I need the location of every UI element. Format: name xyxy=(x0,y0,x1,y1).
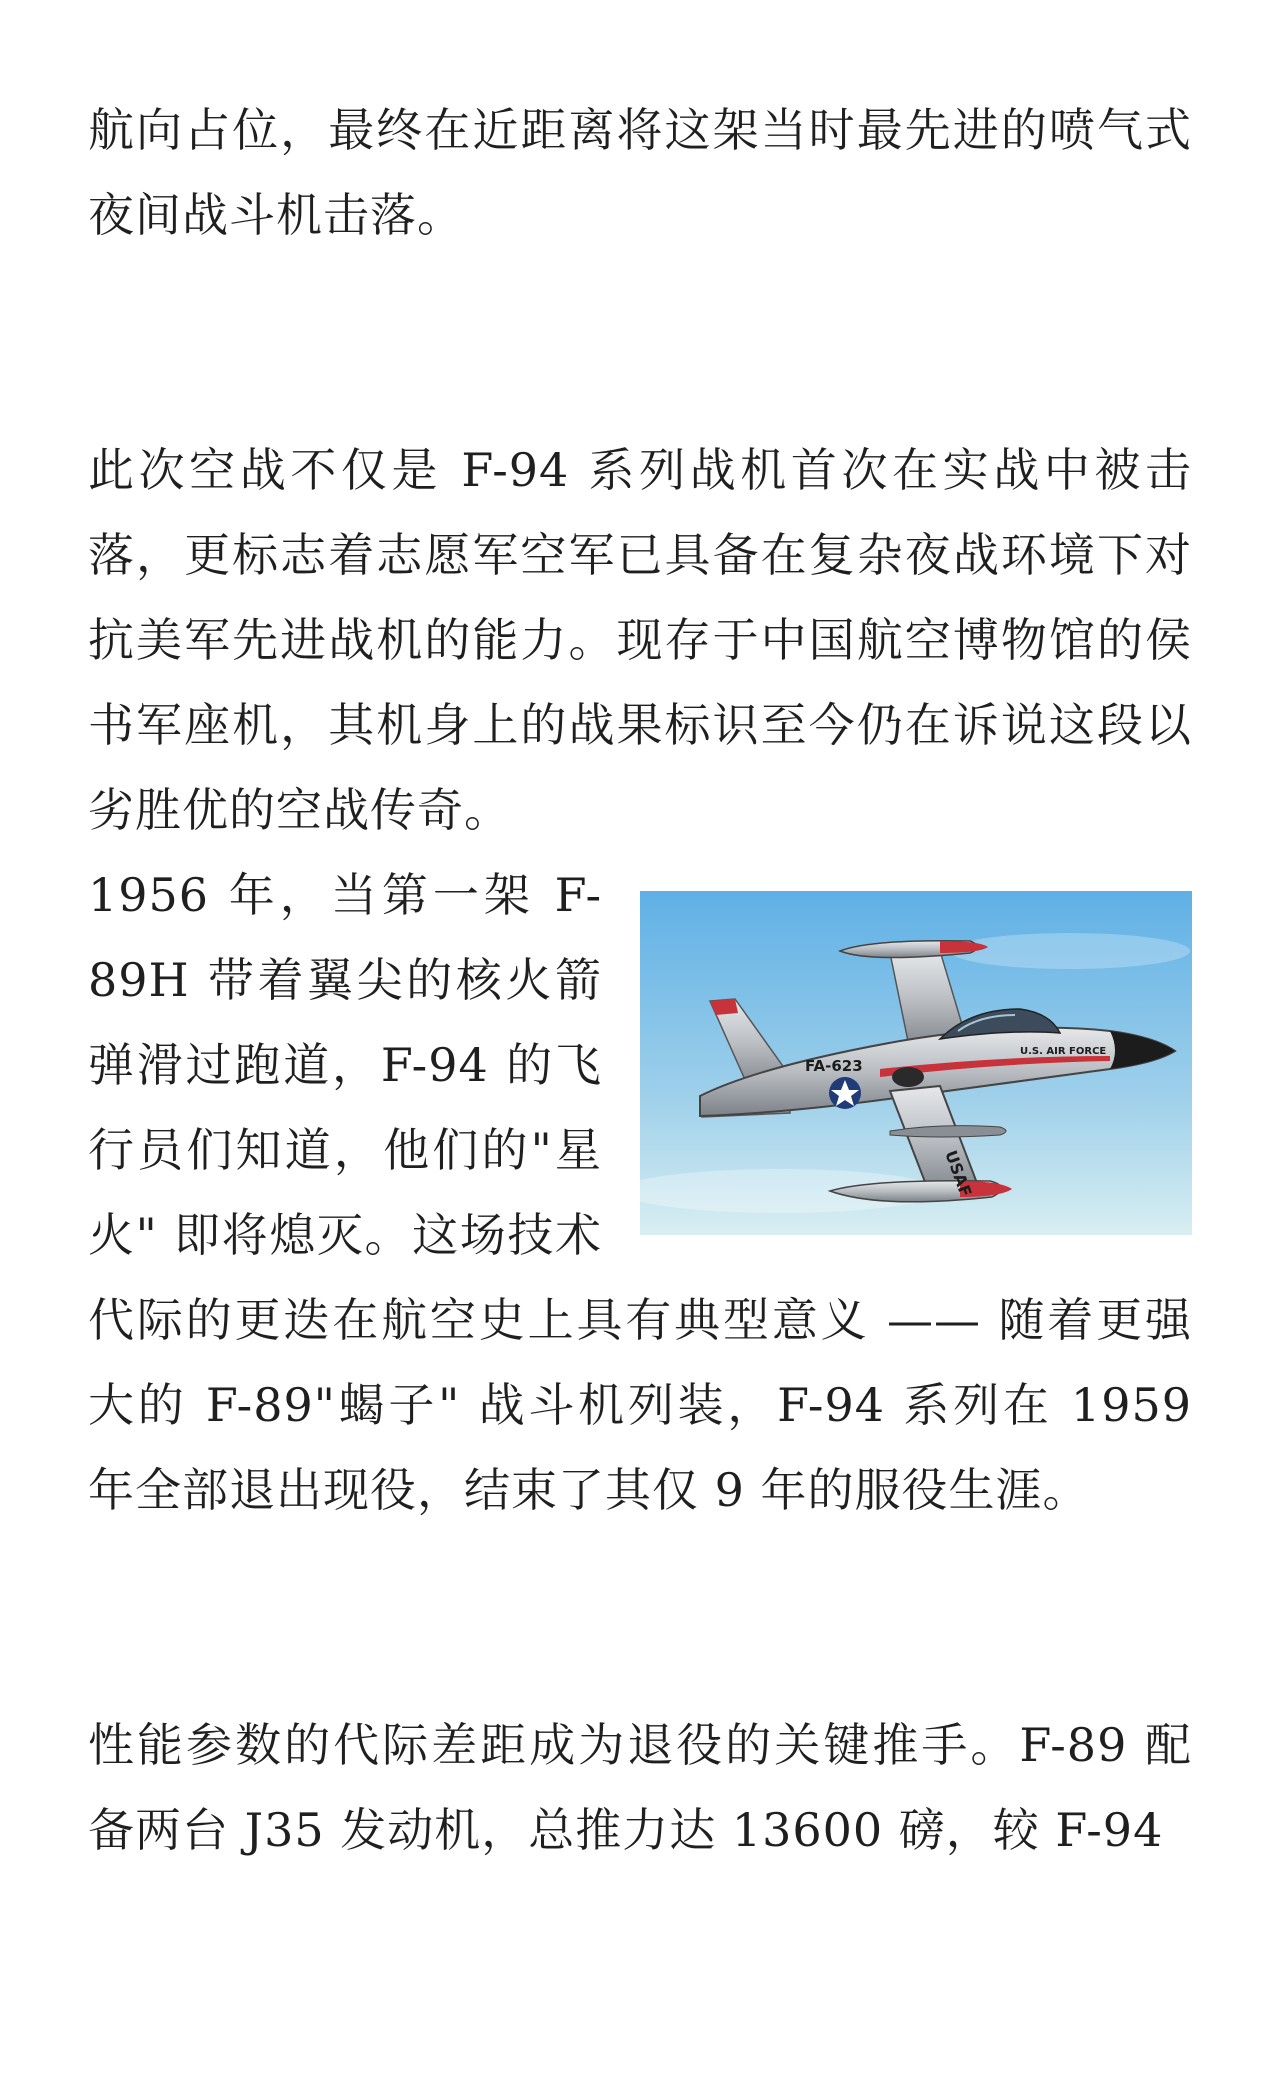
paragraph-2: 此次空战不仅是 F-94 系列战机首次在实战中被击落，更标志着志愿军空军已具备在复杂夜战环境下对抗美军先进战机的能力。现存于中国航空博物馆的侯书军座机，其机身上的战果标识至今仍在诉说这段以劣胜优的空战传奇。 xyxy=(88,443,1192,837)
paragraph-3: 1956 年，当第一架 F-89H 带着翼尖的核火箭弹滑过跑道，F-94 的飞行员们知道，他们的"星火" 即将熄灭。这场技术代际的更迭在航空史上具有典型意义 —— 随着更强大的 F-89"蝎子" 战斗机列装，F-94 系列在 1959 年全部退出现役，结束了其仅 9 年的服役生涯。 xyxy=(88,868,1192,1517)
wing-marking: USAF xyxy=(941,1147,976,1200)
paragraph-3-block xyxy=(88,853,1192,1533)
f94-jet-image xyxy=(640,891,1192,1235)
paragraph-1: 航向占位，最终在近距离将这架当时最先进的喷气式夜间战斗机击落。 xyxy=(88,103,1192,242)
aircraft-illustration xyxy=(640,891,1192,1235)
tail-code: FA-623 xyxy=(805,1057,863,1075)
paragraph-4: 性能参数的代际差距成为退役的关键推手。F-89 配备两台 J35 发动机，总推力达 13600 磅，较 F-94 xyxy=(88,1718,1192,1857)
fuselage-marking: U.S. AIR FORCE xyxy=(1020,1046,1107,1057)
paragraph-spacer xyxy=(88,258,1192,428)
article-body xyxy=(88,88,1192,1873)
paragraph-spacer xyxy=(88,1533,1192,1703)
